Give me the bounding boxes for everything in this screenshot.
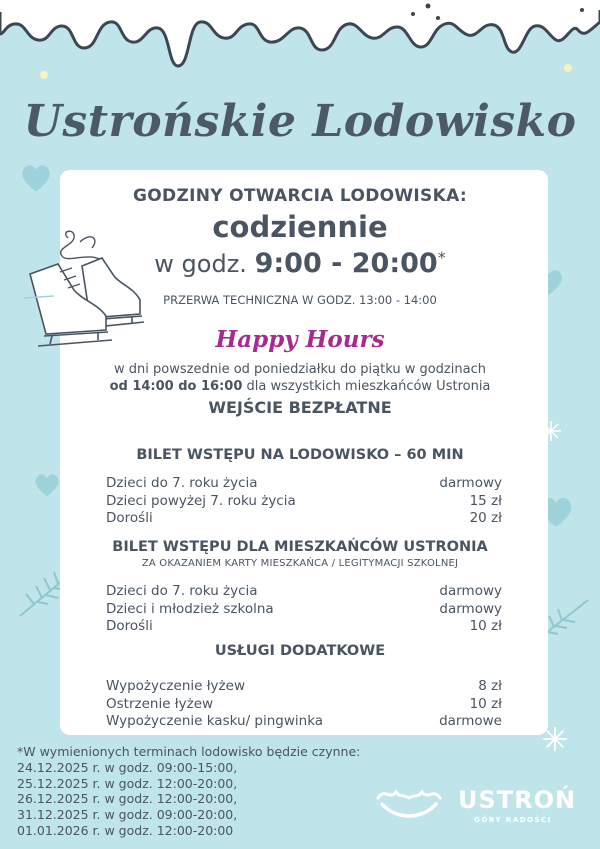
opening-hours-heading: GODZINY OTWARCIA LODOWISKA:	[133, 186, 467, 206]
price-label: Dzieci powyżej 7. roku życia	[106, 492, 296, 509]
price-row	[106, 618, 502, 636]
price-label: Dzieci i młodzież szkolna	[106, 600, 274, 617]
mountain-smile-logo-icon	[374, 786, 444, 822]
price-label: Dorośli	[106, 618, 153, 634]
time-asterisk: *	[437, 248, 446, 267]
happy-hours-title: Happy Hours	[215, 326, 385, 353]
footnote-date: 25.12.2025 r. w godz. 12:00-20:00,	[17, 775, 238, 791]
price-row	[106, 510, 502, 528]
heart-icon	[32, 470, 62, 500]
residents-ticket-heading: BILET WSTĘPU DLA MIESZKAŃCÓW USTRONIA	[112, 539, 488, 555]
footnote-intro: *W wymienionych terminach lodowisko będzie czynne:	[17, 744, 361, 759]
brand-tagline: GÓRY RADOŚCI	[474, 816, 552, 824]
residents-ticket-list	[106, 583, 502, 636]
services-heading: USŁUGI DODATKOWE	[214, 643, 386, 659]
technical-break: PRZERWA TECHNICZNA W GODZ. 13:00 - 14:00	[163, 293, 437, 307]
price-row	[106, 475, 502, 493]
time-prefix: w godz.	[154, 250, 247, 278]
happy-hours-line2	[0, 379, 600, 394]
price-value: 20 zł	[469, 510, 502, 526]
price-row	[106, 601, 502, 619]
daily-label: codziennie	[212, 210, 388, 244]
page-title: Ustrońskie Lodowisko	[23, 96, 577, 147]
opening-time	[0, 248, 600, 279]
price-value: darmowy	[439, 475, 502, 491]
footnote-date: 26.12.2025 r. w godz. 12:00-20:00,	[17, 791, 238, 807]
general-ticket-list	[106, 475, 502, 528]
general-ticket-heading: BILET WSTĘPU NA LODOWISKO – 60 MIN	[136, 447, 464, 463]
price-row	[106, 696, 502, 714]
footnote	[17, 744, 360, 839]
price-row	[106, 713, 502, 731]
price-value: darmowy	[439, 583, 502, 599]
happy-hours-audience: dla wszystkich mieszkańców Ustronia	[242, 379, 491, 394]
price-label: Wypożyczenie łyżew	[106, 678, 245, 694]
price-label: Dzieci do 7. roku życia	[106, 475, 258, 491]
price-label: Wypożyczenie kasku/ pingwinka	[106, 713, 324, 729]
free-entry-label: WEJŚCIE BEZPŁATNE	[208, 398, 392, 417]
price-label: Dorośli	[106, 510, 153, 526]
footnote-date: 24.12.2025 r. w godz. 09:00-15:00,	[17, 759, 238, 775]
price-row	[106, 678, 502, 696]
services-list	[106, 678, 502, 731]
price-value: 15 zł	[469, 492, 502, 509]
price-label: Ostrzenie łyżew	[106, 695, 214, 712]
time-range: 9:00 - 20:00	[254, 248, 438, 279]
footnote-date: 31.12.2025 r. w godz. 09:00-20:00,	[17, 807, 238, 823]
happy-hours-line1: w dni powszednie od poniedziałku do piątku w godzinach	[114, 362, 486, 377]
happy-hours-time: od 14:00 do 16:00	[109, 379, 243, 394]
brand-logo	[458, 786, 576, 824]
price-value: 8 zł	[478, 678, 502, 694]
price-row	[106, 583, 502, 601]
price-row	[106, 493, 502, 511]
price-value: darmowe	[439, 713, 502, 729]
footnote-date: 01.01.2026 r. w godz. 12:00-20:00	[17, 822, 234, 838]
brand-name: USTROŃ	[458, 786, 577, 814]
residents-ticket-subheading: ZA OKAZANIEM KARTY MIESZKAŃCA / LEGITYMACJI SZKOLNEJ	[141, 558, 459, 569]
icicles-decoration	[0, 0, 600, 95]
price-value: darmowy	[439, 600, 502, 617]
price-value: 10 zł	[469, 695, 502, 712]
price-value: 10 zł	[469, 618, 502, 634]
price-label: Dzieci do 7. roku życia	[106, 583, 258, 599]
